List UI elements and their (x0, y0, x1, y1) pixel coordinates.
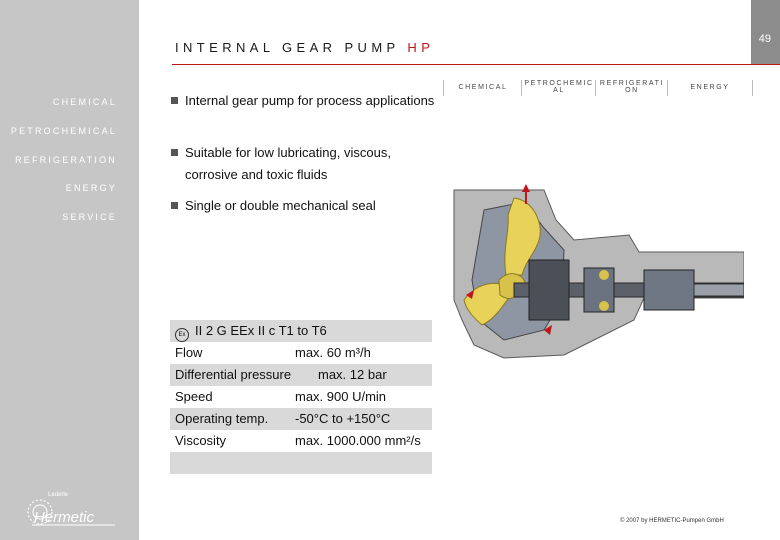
sidebar-item-refrigeration[interactable]: REFRIGERATION (15, 155, 117, 165)
spec-value: max. 900 U/min (295, 389, 387, 404)
tab-energy[interactable] (667, 80, 753, 96)
page-number-box (751, 0, 780, 64)
copyright-notice: © 2007 by HERMETIC-Pumpen GmbH (620, 518, 724, 524)
sidebar (0, 0, 139, 540)
spec-table (170, 320, 432, 474)
sidebar-item-petrochemical[interactable]: PETROCHEMICAL (10, 126, 117, 136)
spec-value: max. 60 m³/h (295, 345, 371, 360)
spec-value: max. 1000.000 mm²/s (295, 433, 421, 448)
table-row (170, 342, 432, 364)
tab-petrochemical[interactable] (521, 80, 596, 96)
table-row (170, 430, 432, 452)
table-row (170, 452, 432, 474)
bullet-text: Single or double mechanical seal (185, 198, 376, 213)
logo-tagline: Lederle (48, 492, 69, 498)
page-title-accent: HP (407, 40, 435, 55)
tab-label-line2: AL (553, 87, 565, 94)
page-number: 49 (758, 33, 771, 45)
table-row (170, 386, 432, 408)
spec-label: Viscosity (175, 433, 227, 448)
tab-label: PETROCHEMIC (524, 80, 594, 87)
title-divider (172, 64, 780, 65)
bullet-text: Suitable for low lubricating, viscous, corrosive and toxic fluids (185, 145, 391, 182)
tab-label: ENERGY (690, 84, 730, 91)
spec-label: Operating temp. (175, 411, 269, 426)
table-row (170, 408, 432, 430)
hermetic-logo (20, 480, 130, 530)
spec-label: Speed (175, 389, 213, 404)
page-title-main: INTERNAL GEAR PUMP (175, 40, 400, 55)
pump-cross-section (444, 180, 744, 370)
bullet-square-icon (171, 202, 178, 209)
sidebar-item-chemical[interactable]: CHEMICAL (52, 97, 117, 107)
spec-label: Differential pressure (175, 367, 292, 382)
tab-label-line2: ON (625, 87, 639, 94)
spec-value: max. 12 bar (318, 367, 387, 382)
logo-wordmark: Hermetic (34, 509, 95, 526)
spec-value: -50°C to +150°C (295, 411, 391, 426)
spec-label: Flow (175, 345, 203, 360)
table-row (170, 320, 432, 342)
tab-label: CHEMICAL (458, 84, 508, 91)
tab-label: REFRIGERATI (599, 80, 665, 87)
bullet-square-icon (171, 149, 178, 156)
spec-label: II 2 G EEx II c T1 to T6 (195, 323, 327, 338)
sidebar-item-energy[interactable]: ENERGY (65, 183, 117, 193)
table-row (170, 364, 432, 386)
tab-refrigeration[interactable] (595, 80, 668, 96)
page-title (175, 40, 434, 55)
bullet-square-icon (171, 97, 178, 104)
sidebar-item-service[interactable]: SERVICE (62, 212, 117, 222)
ex-symbol-icon: Ex (175, 328, 189, 342)
bullet-text: Internal gear pump for process applications (185, 93, 435, 108)
